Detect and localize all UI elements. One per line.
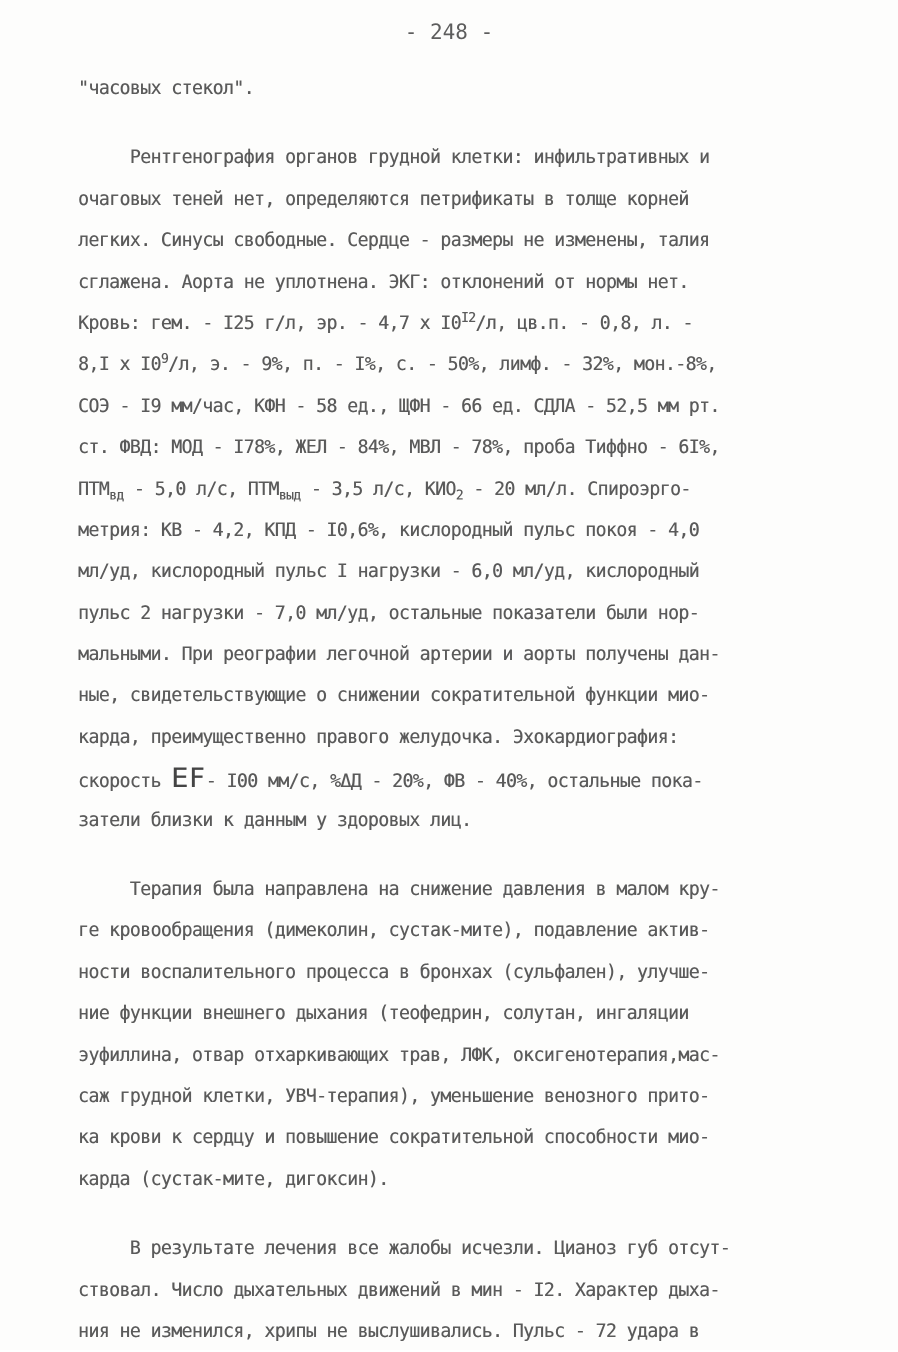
text-line: мл/уд, кислородный пульс I нагрузки - 6,0 мл/уд, кислородный [78,561,699,583]
text-line [78,303,838,344]
text-line: карда, преимущественно правого желудочка. Эхокардиография: [78,726,679,748]
text-line: саж грудной клетки, УВЧ-терапия), уменьшение венозного прито- [78,1085,710,1107]
text-line: ние функции внешнего дыхания (теофедрин, солутан, ингаляции [78,1003,689,1025]
text-run: /л, цв.п. - 0,8, л. - [475,312,693,334]
text-run: скорость [78,771,172,793]
text-run: /л, э. - 9%, п. - I%, с. - 50%, лимф. - 32%, мон.-8%, [168,354,717,376]
body-text [78,68,838,1352]
text-line: ствовал. Число дыхательных движений в мин - I2. Характер дыха- [78,1279,720,1301]
text-line: Рентгенография органов грудной клетки: инфильтративных и [78,147,710,169]
text-line: ния не изменился, хрипы не выслушивались. Пульс - 72 удара в [78,1320,699,1342]
text-line: Терапия была направлена на снижение давления в малом кру- [78,879,720,901]
superscript: I2 [460,310,476,326]
text-run: - I00 мм/с, %ΔД - 20%, ФВ - 40%, остальные пока- [205,771,703,793]
text-line: пульс 2 нагрузки - 7,0 мл/уд, остальные показатели были нор- [78,602,699,624]
text-line [78,469,838,510]
subscript: 2 [455,488,463,504]
text-line: "часовых стекол". [78,78,254,99]
text-run: - 5,0 л/с, ПТМ [123,478,279,500]
text-line: СОЭ - I9 мм/час, КФН - 58 ед., ЩФН - 66 ед. СДЛА - 52,5 мм рт. [78,395,720,417]
text-run: ПТМ [78,478,110,500]
subscript: вд [109,488,124,504]
text-run: 8,I x I0 [78,354,161,376]
paragraph-gap [78,841,838,869]
paragraph-gap [78,1200,838,1228]
text-line: ст. ФВД: МОД - I78%, ЖЕЛ - 84%, МВЛ - 78%, проба Тиффно - 6I%, [78,437,720,459]
text-line: ге кровообращения (димеколин, сустак-мите), подавление актив- [78,920,710,942]
text-line: В результате лечения все жалобы исчезли. Цианоз губ отсут- [78,1238,731,1260]
handwritten-annotation: EF [171,763,206,795]
text-line: очаговых теней нет, определяются петрификаты в толще корней [78,188,689,210]
page-number: - 248 - [404,20,494,44]
text-run: - 3,5 л/с, КИО [300,478,456,500]
text-line: эуфиллина, отвар отхаркивающих трав, ЛФК, оксигенотерапия,мас- [78,1044,720,1066]
text-run: - 20 мл/л. Спироэрго- [462,478,691,500]
text-line: мальными. При реографии легочной артерии и аорты получены дан- [78,644,720,666]
text-line [78,344,838,385]
subscript: выд [278,488,301,504]
text-line: карда (сустак-мите, дигоксин). [78,1168,389,1190]
text-line [78,758,838,799]
text-line: затели близки к данным у здоровых лиц. [78,809,472,831]
text-line: ные, свидетельствующие о снижении сократительной функции мио- [78,685,710,707]
superscript: 9 [160,352,169,368]
text-line: легких. Синусы свободные. Сердце - размеры не изменены, талия [78,230,710,252]
text-line: сглажена. Аорта не уплотнена. ЭКГ: отклонений от нормы нет. [78,271,689,293]
text-line: ности воспалительного процесса в бронхах (сульфален), улучше- [78,961,710,983]
text-run: Кровь: гем. - I25 г/л, эр. - 4,7 x I0 [78,312,461,334]
paragraph-gap [78,109,838,137]
text-line: метрия: КВ - 4,2, КПД - I0,6%, кислородный пульс покоя - 4,0 [78,519,699,541]
text-line: ка крови к сердцу и повышение сократительной способности мио- [78,1127,710,1149]
